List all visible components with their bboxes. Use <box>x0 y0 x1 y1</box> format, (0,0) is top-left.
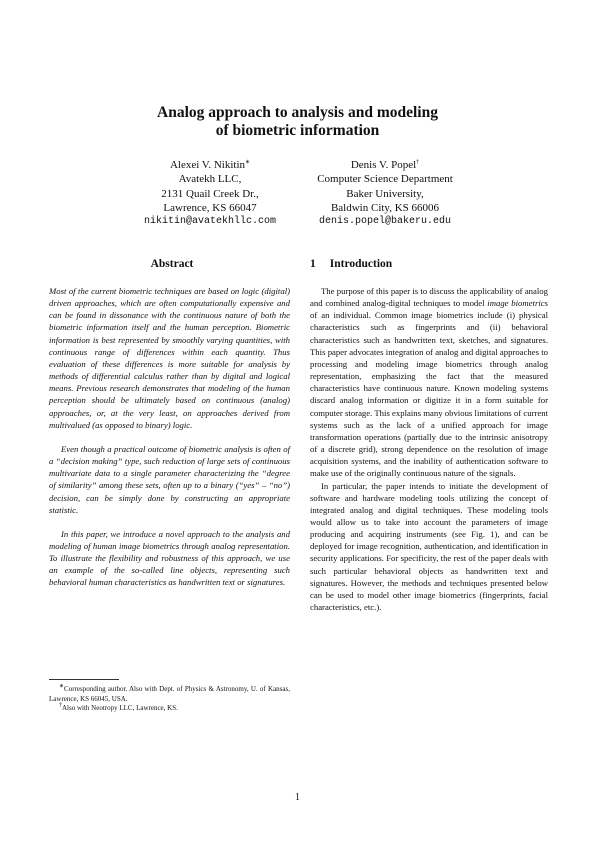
footnote-mark: † <box>59 702 62 709</box>
author-affiliation-line: Lawrence, KS 66047 <box>163 201 257 214</box>
author-block-1 <box>110 158 310 229</box>
footnote <box>49 704 290 714</box>
introduction-heading <box>310 258 392 270</box>
footnotes <box>49 685 290 714</box>
footnote-text: Also with Neotropy LLC, Lawrence, KS. <box>62 704 178 712</box>
footnote-mark: ∗ <box>245 159 251 166</box>
emphasized-term: image biometrics <box>487 298 548 309</box>
abstract-paragraph: Even though a practical outcome of biometric analysis is often of a “decision making” type, such reduction of large sets of continuous multivariate data to a single parameter characterizing the “degree of similarity” among these sets, often up to a binary (“yes” – “no”) decision, can be simply done by constructing an appropriate statistic. <box>49 443 290 515</box>
author-email: nikitin@avatekhllc.com <box>143 216 277 228</box>
author-affiliation-line: Computer Science Department <box>317 173 453 186</box>
author-affiliation-line: Baldwin City, KS 66006 <box>330 201 440 214</box>
author-email: denis.popel@bakeru.edu <box>318 216 452 228</box>
author-affiliation-line: Avatekh LLC, <box>178 173 242 186</box>
footnote <box>49 685 290 704</box>
footnote-text: Corresponding author. Also with Dept. of Physics & Astronomy, U. of Kansas, Lawrence, KS 66045, USA. <box>49 685 290 703</box>
abstract-paragraph: In this paper, we introduce a novel approach to the analysis and modeling of human image biometrics through analog representation. To illustrate the flexibility and robustness of this approach, we use an example of the so-called line objects, representing such behavioral human characteristics as handwritten text or signatures. <box>49 528 290 588</box>
abstract-paragraph: Most of the current biometric techniques are based on logic (digital) driven approaches, which are often computationally expensive and can be found in dissonance with the continuous nature of both the biometric information itself and the human perception. Biometric information is best represented by smoothly varying quantities, with continuous range of differences within each quantity. Thus evaluation of these differences is more suitable for analysis by methods of differential calculus rather than by digital and logical means. Previous research demonstrates that modeling of the human perception should be ultimately based on continuous (analog) approaches, or, at the very least, on approaches derived from multivalued (as opposed to binary) logic. <box>49 286 290 430</box>
author-name: Denis V. Popel† <box>350 159 420 171</box>
author-name: Alexei V. Nikitin∗ <box>169 159 251 171</box>
paper-title <box>0 104 595 140</box>
introduction-paragraph: The purpose of this paper is to discuss the applicability of analog and combined analog-digital techniques to model image biometrics of an individual. Common image biometrics include (i) physical characteristics such as fingerprints and (ii) behavioral characteristics such as handwritten text, sketches, and signatures. This paper advocates integration of analog and digital approaches to processing and modeling image biometrics through analog representation, emphasizing the fact that the measured characteristics have continuous nature. Known modeling systems discard analog information or digitize it in a form suitable for computer storage. This explains many obvious limitations of current systems such as the lack of a unified approach for image transformation operations (partially due to the intrinsic anisotropy of a discrete grid), strong dependence on the resolution of image acquisition systems, and the inability of authentication software to make use of the originally continuous nature of the signals. <box>310 286 548 479</box>
section-number: 1 <box>310 258 316 270</box>
author-affiliation-line: 2131 Quail Creek Dr., <box>161 187 259 200</box>
title-line-1: Analog approach to analysis and modeling <box>157 104 438 121</box>
page-number: 1 <box>295 792 300 803</box>
section-title: Introduction <box>329 258 393 270</box>
introduction-body <box>310 285 548 613</box>
abstract-body <box>49 285 290 601</box>
author-affiliation-line: Baker University, <box>346 187 424 200</box>
footnote-mark: ∗ <box>59 683 65 690</box>
footnote-divider <box>49 679 119 680</box>
title-line-2: of biometric information <box>215 122 380 139</box>
abstract-heading: Abstract <box>150 258 194 270</box>
author-block-2 <box>285 158 485 229</box>
footnote-mark: † <box>416 159 420 166</box>
introduction-paragraph: In particular, the paper intends to initiate the development of software and hardware modeling tools utilizing the concept of integrated analog and digital techniques. These modeling tools would allow us to take into account the parameters of image producing and acquiring instruments (see Fig. 1), and can be deployed for image recognition, authentication, and identification in security applications. For specificity, the rest of the paper deals with such particular behavioral objects as handwritten text and signatures. However, the methods and techniques presented below can be used to model other image biometrics (fingerprints, facial characteristics, etc.). <box>310 480 548 613</box>
